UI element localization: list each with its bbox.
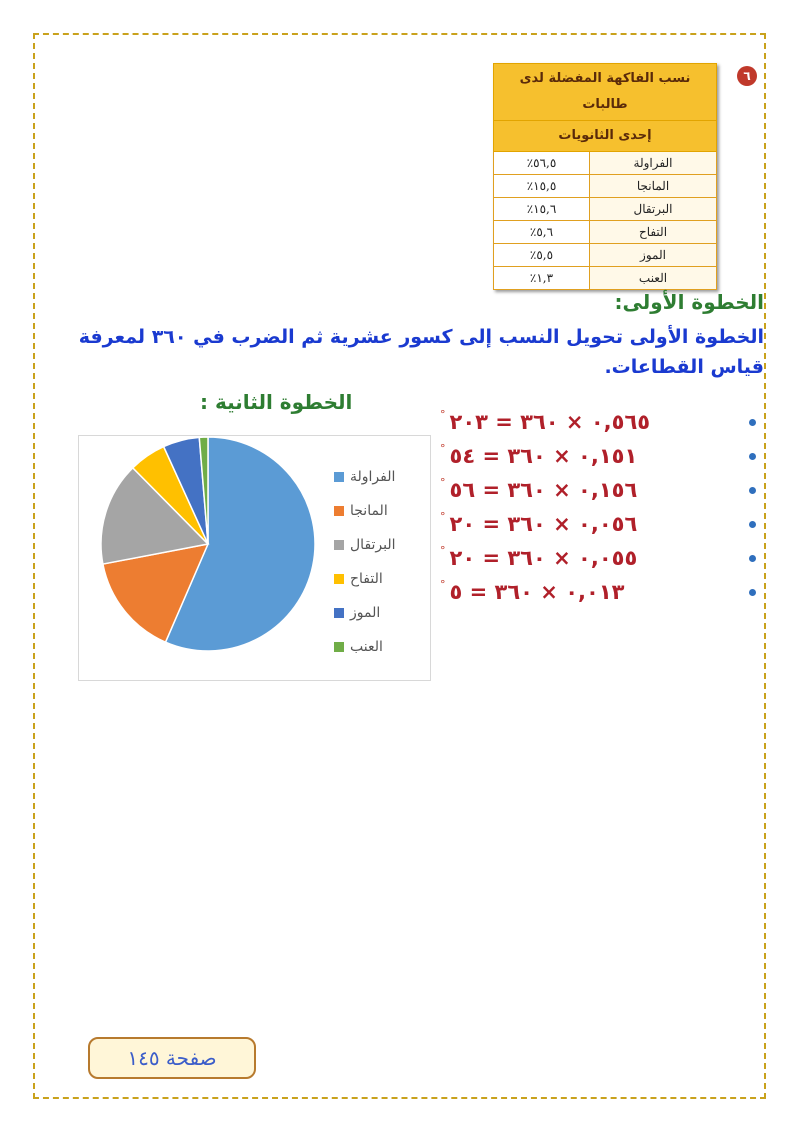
page-number-label: صفحة ١٤٥ [127,1046,217,1070]
table-row [494,152,717,175]
bullet-icon [749,453,756,460]
legend-swatch [334,472,344,482]
table-row [494,175,717,198]
legend-item [334,630,396,664]
legend-item [334,562,396,596]
degree-symbol: ° [440,543,446,557]
legend-swatch [334,642,344,652]
legend-label: العنب [350,639,383,655]
fruit-percent: ٪٥٦,٥ [494,152,590,175]
page-number-tag [88,1037,256,1079]
question-number-badge: ٦ [737,66,757,86]
table-row [494,244,717,267]
legend-label: الموز [350,605,381,621]
fruit-name: العنب [590,267,717,290]
fruit-percent: ٪١٥,٥ [494,175,590,198]
calculation-text: ٠,٠١٣ × ٣٦٠ = ٥ [449,580,625,604]
legend-swatch [334,506,344,516]
calculation-text: ٠,٠٥٦ × ٣٦٠ = ٢٠ [449,512,638,536]
table-row [494,198,717,221]
bullet-icon [749,589,756,596]
fruit-percent: ٪٥,٥ [494,244,590,267]
bullet-icon [749,521,756,528]
legend-label: التفاح [350,571,383,587]
legend-item [334,528,396,562]
calculation-row [440,439,770,473]
bullet-icon [749,487,756,494]
table-title-line2: إحدى الثانويات [494,121,717,152]
step1-text: الخطوة الأولى تحويل النسب إلى كسور عشرية ثم الضرب في ٣٦٠ لمعرفة قياس القطاعات. [78,326,764,378]
fruit-percent: ٪١٥,٦ [494,198,590,221]
table-row [494,221,717,244]
legend-label: الفراولة [350,469,396,485]
step2-title: الخطوة الثانية : [200,390,353,414]
legend-label: المانجا [350,503,388,519]
fruit-percent: ٪٥,٦ [494,221,590,244]
calculation-text: ٠,٠٥٥ × ٣٦٠ = ٢٠ [449,546,638,570]
fruit-name: المانجا [590,175,717,198]
calculation-list [440,405,770,609]
fruit-name: الموز [590,244,717,267]
legend-swatch [334,540,344,550]
degree-symbol: ° [440,577,446,591]
legend-item [334,596,396,630]
fruit-table [493,63,717,290]
calculation-row [440,541,770,575]
calculation-row [440,473,770,507]
table-title-line1: نسب الفاكهة المفضلة لدى طالبات [494,64,717,121]
calculation-row [440,575,770,609]
calculation-text: ٠,٥٦٥ × ٣٦٠ = ٢٠٣ [449,410,651,434]
degree-symbol: ° [440,441,446,455]
degree-symbol: ° [440,475,446,489]
degree-symbol: ° [440,407,446,421]
bullet-icon [749,419,756,426]
degree-symbol: ° [440,509,446,523]
fruit-name: الفراولة [590,152,717,175]
fruit-percent: ٪١,٣ [494,267,590,290]
bullet-icon [749,555,756,562]
table-row [494,267,717,290]
fruit-name: البرتقال [590,198,717,221]
chart-legend [334,460,396,664]
step1-title: الخطوة الأولى: [614,290,764,314]
legend-label: البرتقال [350,537,396,553]
legend-swatch [334,574,344,584]
legend-item [334,494,396,528]
calculation-row [440,405,770,439]
calculation-text: ٠,١٥٦ × ٣٦٠ = ٥٦ [449,478,638,502]
fruit-name: التفاح [590,221,717,244]
calculation-text: ٠,١٥١ × ٣٦٠ = ٥٤ [449,444,638,468]
legend-swatch [334,608,344,618]
legend-item [334,460,396,494]
calculation-row [440,507,770,541]
